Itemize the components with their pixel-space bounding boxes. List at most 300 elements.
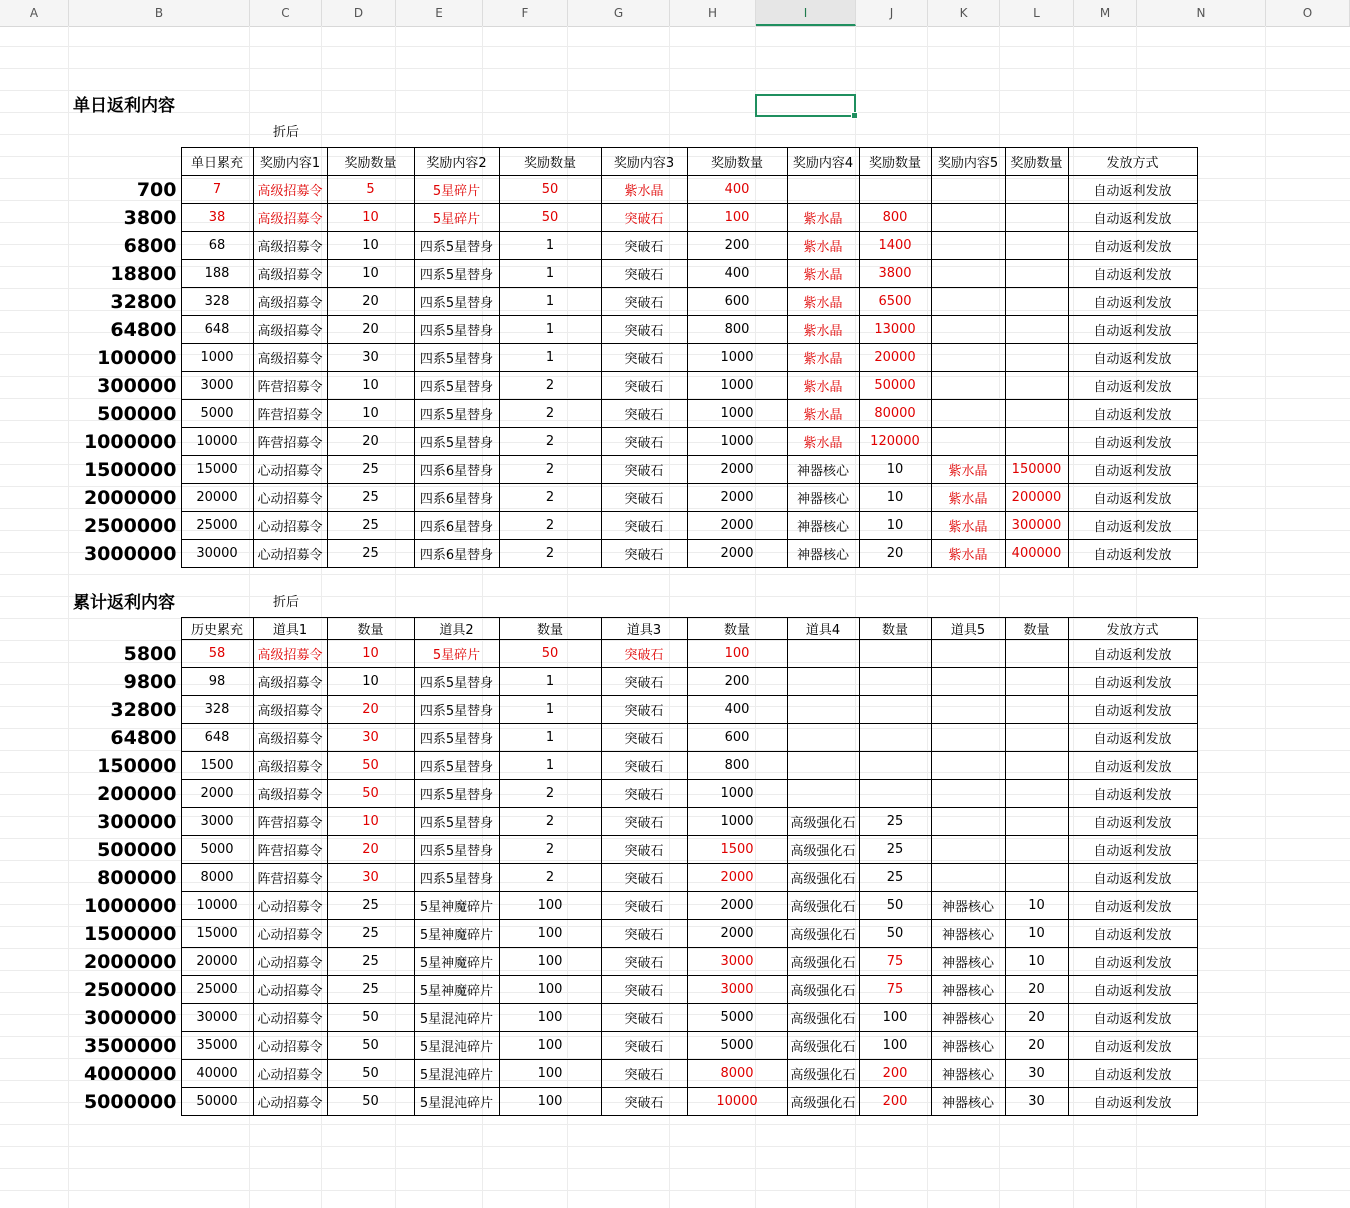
- table-cell[interactable]: [931, 260, 1005, 288]
- table-cell[interactable]: 2000: [687, 540, 787, 568]
- table-cell[interactable]: 高级强化石: [787, 892, 859, 920]
- table-cell[interactable]: 13000: [859, 316, 931, 344]
- table-cell[interactable]: 25: [327, 948, 414, 976]
- table-header-cell[interactable]: 数量: [687, 618, 787, 640]
- table-cell[interactable]: 10: [327, 400, 414, 428]
- table-cell[interactable]: 50: [859, 920, 931, 948]
- table-cell[interactable]: 98: [181, 668, 253, 696]
- table-cell[interactable]: 阵营招募令: [253, 808, 327, 836]
- table-cell[interactable]: 400000: [1005, 540, 1068, 568]
- table-cell[interactable]: 自动返利发放: [1068, 316, 1197, 344]
- table-cell[interactable]: 38: [181, 204, 253, 232]
- table-cell[interactable]: 高级招募令: [253, 204, 327, 232]
- table-cell[interactable]: 四系5星替身: [414, 724, 499, 752]
- table-cell[interactable]: 高级招募令: [253, 344, 327, 372]
- table-cell[interactable]: 50: [499, 176, 601, 204]
- table-cell[interactable]: 58: [181, 640, 253, 668]
- table-cell[interactable]: 四系5星替身: [414, 780, 499, 808]
- table-cell[interactable]: 120000: [859, 428, 931, 456]
- table-cell[interactable]: 紫水晶: [931, 512, 1005, 540]
- table-cell[interactable]: 高级招募令: [253, 176, 327, 204]
- table-cell[interactable]: 四系5星替身: [414, 344, 499, 372]
- row-key-amount[interactable]: 3000000: [83, 542, 177, 565]
- table-cell[interactable]: 1: [499, 344, 601, 372]
- row-key-amount[interactable]: 64800: [110, 726, 177, 749]
- table-cell[interactable]: 10: [859, 456, 931, 484]
- table-cell[interactable]: 30: [1005, 1088, 1068, 1116]
- table-cell[interactable]: 2000: [687, 892, 787, 920]
- table-cell[interactable]: 20: [1005, 1004, 1068, 1032]
- table-cell[interactable]: [931, 316, 1005, 344]
- table-cell[interactable]: 1: [499, 232, 601, 260]
- table-cell[interactable]: 25: [327, 512, 414, 540]
- table-cell[interactable]: 10: [327, 640, 414, 668]
- table-cell[interactable]: 5000: [181, 400, 253, 428]
- table-cell[interactable]: [1005, 864, 1068, 892]
- table-cell[interactable]: [859, 780, 931, 808]
- row-key-amount[interactable]: 9800: [123, 670, 177, 693]
- table-cell[interactable]: 20: [327, 288, 414, 316]
- table-cell[interactable]: 30: [327, 344, 414, 372]
- table-cell[interactable]: 紫水晶: [787, 260, 859, 288]
- table-cell[interactable]: 自动返利发放: [1068, 668, 1197, 696]
- table-cell[interactable]: 10: [327, 668, 414, 696]
- table-cell[interactable]: 600: [687, 288, 787, 316]
- table-cell[interactable]: 自动返利发放: [1068, 864, 1197, 892]
- table-cell[interactable]: 高级强化石: [787, 920, 859, 948]
- table-cell[interactable]: 2: [499, 540, 601, 568]
- table-cell[interactable]: [1005, 752, 1068, 780]
- table-cell[interactable]: [931, 668, 1005, 696]
- table-cell[interactable]: 突破石: [601, 752, 687, 780]
- table-cell[interactable]: [1005, 696, 1068, 724]
- table-cell[interactable]: [1005, 204, 1068, 232]
- table-cell[interactable]: [931, 428, 1005, 456]
- table-cell[interactable]: [931, 864, 1005, 892]
- table-header-cell[interactable]: 数量: [499, 618, 601, 640]
- table-cell[interactable]: 高级强化石: [787, 976, 859, 1004]
- table-cell[interactable]: 自动返利发放: [1068, 344, 1197, 372]
- table-cell[interactable]: 自动返利发放: [1068, 1032, 1197, 1060]
- table-cell[interactable]: 突破石: [601, 484, 687, 512]
- table-cell[interactable]: [1005, 668, 1068, 696]
- table-cell[interactable]: 10: [1005, 920, 1068, 948]
- table-cell[interactable]: 25: [327, 456, 414, 484]
- column-header-e[interactable]: E: [396, 0, 483, 26]
- table-cell[interactable]: 自动返利发放: [1068, 456, 1197, 484]
- table-cell[interactable]: 自动返利发放: [1068, 372, 1197, 400]
- table-cell[interactable]: 紫水晶: [787, 316, 859, 344]
- table-cell[interactable]: 200: [859, 1060, 931, 1088]
- table-header-cell[interactable]: 奖励数量: [859, 148, 931, 176]
- table-cell[interactable]: 100: [499, 1032, 601, 1060]
- table-cell[interactable]: [1005, 780, 1068, 808]
- table-cell[interactable]: 328: [181, 288, 253, 316]
- table-cell[interactable]: 10000: [181, 428, 253, 456]
- table-cell[interactable]: 648: [181, 724, 253, 752]
- table-cell[interactable]: 5星碎片: [414, 176, 499, 204]
- row-key-amount[interactable]: 200000: [97, 782, 177, 805]
- table-cell[interactable]: 心动招募令: [253, 1060, 327, 1088]
- table-cell[interactable]: 68: [181, 232, 253, 260]
- table-cell[interactable]: 1000: [687, 344, 787, 372]
- table-cell[interactable]: 10: [327, 260, 414, 288]
- table-cell[interactable]: [1005, 724, 1068, 752]
- table-cell[interactable]: 25: [859, 864, 931, 892]
- table-cell[interactable]: 神器核心: [931, 1004, 1005, 1032]
- table-cell[interactable]: 自动返利发放: [1068, 484, 1197, 512]
- table-cell[interactable]: [1005, 344, 1068, 372]
- table-cell[interactable]: 200: [859, 1088, 931, 1116]
- column-header-l[interactable]: L: [1000, 0, 1074, 26]
- column-header-c[interactable]: C: [250, 0, 322, 26]
- table-cell[interactable]: 自动返利发放: [1068, 1088, 1197, 1116]
- table-cell[interactable]: 200: [687, 232, 787, 260]
- table-cell[interactable]: 神器核心: [931, 920, 1005, 948]
- table-cell[interactable]: 突破石: [601, 808, 687, 836]
- table-cell[interactable]: 2: [499, 512, 601, 540]
- table-cell[interactable]: 20: [327, 836, 414, 864]
- table-cell[interactable]: 突破石: [601, 428, 687, 456]
- table-cell[interactable]: 5星神魔碎片: [414, 948, 499, 976]
- row-key-amount[interactable]: 300000: [97, 810, 177, 833]
- table-cell[interactable]: 50: [327, 1032, 414, 1060]
- table-cell[interactable]: 四系5星替身: [414, 752, 499, 780]
- table-cell[interactable]: 10: [1005, 892, 1068, 920]
- table-cell[interactable]: 四系5星替身: [414, 316, 499, 344]
- row-key-amount[interactable]: 3800: [123, 206, 177, 229]
- table-cell[interactable]: 自动返利发放: [1068, 204, 1197, 232]
- table-cell[interactable]: 自动返利发放: [1068, 752, 1197, 780]
- table-cell[interactable]: 25: [859, 836, 931, 864]
- table-cell[interactable]: [787, 640, 859, 668]
- table-cell[interactable]: 高级招募令: [253, 640, 327, 668]
- table-cell[interactable]: 1: [499, 724, 601, 752]
- table-cell[interactable]: 2000: [687, 512, 787, 540]
- table-cell[interactable]: 心动招募令: [253, 892, 327, 920]
- table-cell[interactable]: 8000: [181, 864, 253, 892]
- table-cell[interactable]: 自动返利发放: [1068, 232, 1197, 260]
- row-key-amount[interactable]: 150000: [97, 754, 177, 777]
- table-cell[interactable]: 自动返利发放: [1068, 260, 1197, 288]
- table-cell[interactable]: 突破石: [601, 724, 687, 752]
- table-cell[interactable]: 心动招募令: [253, 976, 327, 1004]
- column-header-k[interactable]: K: [928, 0, 1000, 26]
- selected-cell[interactable]: [755, 94, 856, 117]
- table-cell[interactable]: 阵营招募令: [253, 372, 327, 400]
- table-cell[interactable]: 突破石: [601, 864, 687, 892]
- table-cell[interactable]: 2000: [687, 456, 787, 484]
- table-cell[interactable]: 50: [327, 752, 414, 780]
- row-key-amount[interactable]: 1000000: [83, 894, 177, 917]
- table-header-cell[interactable]: 奖励数量: [1005, 148, 1068, 176]
- table-cell[interactable]: 20: [327, 428, 414, 456]
- table-cell[interactable]: 高级招募令: [253, 232, 327, 260]
- table-header-cell[interactable]: 道具1: [253, 618, 327, 640]
- table-cell[interactable]: 1500: [181, 752, 253, 780]
- table-cell[interactable]: 阵营招募令: [253, 400, 327, 428]
- table-header-cell[interactable]: 单日累充: [181, 148, 253, 176]
- table-cell[interactable]: 648: [181, 316, 253, 344]
- table-cell[interactable]: 100: [499, 948, 601, 976]
- table-cell[interactable]: 突破石: [601, 344, 687, 372]
- table-cell[interactable]: 突破石: [601, 456, 687, 484]
- table-cell[interactable]: 15000: [181, 920, 253, 948]
- table-cell[interactable]: 突破石: [601, 976, 687, 1004]
- table-cell[interactable]: 50: [327, 1088, 414, 1116]
- table-cell[interactable]: 四系6星替身: [414, 540, 499, 568]
- table-cell[interactable]: 紫水晶: [931, 484, 1005, 512]
- table-cell[interactable]: 25000: [181, 512, 253, 540]
- row-key-amount[interactable]: 4000000: [83, 1062, 177, 1085]
- table-cell[interactable]: 高级招募令: [253, 752, 327, 780]
- table-cell[interactable]: 20: [327, 316, 414, 344]
- table-cell[interactable]: 25: [859, 808, 931, 836]
- table-cell[interactable]: 25000: [181, 976, 253, 1004]
- table-cell[interactable]: 紫水晶: [787, 372, 859, 400]
- column-header-h[interactable]: H: [670, 0, 756, 26]
- table-header-cell[interactable]: 奖励内容1: [253, 148, 327, 176]
- table-cell[interactable]: 紫水晶: [787, 344, 859, 372]
- table-cell[interactable]: 5星混沌碎片: [414, 1088, 499, 1116]
- table-cell[interactable]: [1005, 260, 1068, 288]
- table-cell[interactable]: 5星神魔碎片: [414, 976, 499, 1004]
- table-cell[interactable]: 自动返利发放: [1068, 836, 1197, 864]
- table-cell[interactable]: [787, 668, 859, 696]
- table-cell[interactable]: 1000: [687, 372, 787, 400]
- table-cell[interactable]: 1500: [687, 836, 787, 864]
- row-key-amount[interactable]: 6800: [123, 234, 177, 257]
- table-cell[interactable]: 四系5星替身: [414, 808, 499, 836]
- row-key-amount[interactable]: 3500000: [83, 1034, 177, 1057]
- table-cell[interactable]: 25: [327, 484, 414, 512]
- table-cell[interactable]: 自动返利发放: [1068, 512, 1197, 540]
- table-cell[interactable]: 20000: [181, 484, 253, 512]
- table-cell[interactable]: 1000: [687, 808, 787, 836]
- table-header-cell[interactable]: 发放方式: [1068, 148, 1197, 176]
- table-cell[interactable]: 100: [499, 976, 601, 1004]
- sheet-grid[interactable]: [0, 26, 1350, 1208]
- table-cell[interactable]: 5000: [687, 1032, 787, 1060]
- table-cell[interactable]: 100: [687, 204, 787, 232]
- table-cell[interactable]: [931, 176, 1005, 204]
- table-cell[interactable]: 3000: [687, 976, 787, 1004]
- table-cell[interactable]: 80000: [859, 400, 931, 428]
- table-cell[interactable]: 紫水晶: [787, 400, 859, 428]
- table-cell[interactable]: 四系5星替身: [414, 288, 499, 316]
- table-cell[interactable]: 高级招募令: [253, 724, 327, 752]
- table-cell[interactable]: 2: [499, 400, 601, 428]
- table-cell[interactable]: 1: [499, 668, 601, 696]
- table-cell[interactable]: 6500: [859, 288, 931, 316]
- table-cell[interactable]: [1005, 640, 1068, 668]
- table-cell[interactable]: 15000: [181, 456, 253, 484]
- table-cell[interactable]: 20: [1005, 1032, 1068, 1060]
- table-cell[interactable]: 自动返利发放: [1068, 976, 1197, 1004]
- table-cell[interactable]: 200: [687, 668, 787, 696]
- table-cell[interactable]: 2000: [687, 484, 787, 512]
- row-key-amount[interactable]: 800000: [97, 866, 177, 889]
- table-cell[interactable]: 紫水晶: [601, 176, 687, 204]
- table-cell[interactable]: 20000: [859, 344, 931, 372]
- table-cell[interactable]: 25: [327, 540, 414, 568]
- table-cell[interactable]: 高级强化石: [787, 1032, 859, 1060]
- table-cell[interactable]: 30: [327, 864, 414, 892]
- table-cell[interactable]: 高级招募令: [253, 260, 327, 288]
- table-cell[interactable]: 100: [859, 1004, 931, 1032]
- table-cell[interactable]: 心动招募令: [253, 1004, 327, 1032]
- table-cell[interactable]: 1: [499, 696, 601, 724]
- column-header-g[interactable]: G: [568, 0, 670, 26]
- table-cell[interactable]: 高级招募令: [253, 780, 327, 808]
- table-cell[interactable]: [787, 176, 859, 204]
- table-cell[interactable]: 高级招募令: [253, 668, 327, 696]
- table-cell[interactable]: 800: [687, 316, 787, 344]
- table-cell[interactable]: 阵营招募令: [253, 428, 327, 456]
- table-cell[interactable]: [931, 808, 1005, 836]
- table-cell[interactable]: 10: [327, 204, 414, 232]
- table-cell[interactable]: 突破石: [601, 892, 687, 920]
- table-cell[interactable]: 3000: [687, 948, 787, 976]
- table-cell[interactable]: 800: [687, 752, 787, 780]
- table-cell[interactable]: 100: [687, 640, 787, 668]
- table-cell[interactable]: 心动招募令: [253, 484, 327, 512]
- table-cell[interactable]: 5星神魔碎片: [414, 920, 499, 948]
- table-cell[interactable]: 1000: [687, 780, 787, 808]
- table-cell[interactable]: 5000: [181, 836, 253, 864]
- table-cell[interactable]: [787, 696, 859, 724]
- table-cell[interactable]: 400: [687, 696, 787, 724]
- table-cell[interactable]: [931, 724, 1005, 752]
- table-cell[interactable]: 突破石: [601, 1088, 687, 1116]
- table-header-cell[interactable]: 道具4: [787, 618, 859, 640]
- table-cell[interactable]: 突破石: [601, 696, 687, 724]
- table-cell[interactable]: 心动招募令: [253, 512, 327, 540]
- table-cell[interactable]: 四系5星替身: [414, 400, 499, 428]
- table-header-cell[interactable]: 数量: [327, 618, 414, 640]
- table-cell[interactable]: [931, 204, 1005, 232]
- table-cell[interactable]: 10: [327, 372, 414, 400]
- table-cell[interactable]: 四系5星替身: [414, 232, 499, 260]
- row-key-amount[interactable]: 5000000: [83, 1090, 177, 1113]
- table-cell[interactable]: 紫水晶: [787, 232, 859, 260]
- table-cell[interactable]: 神器核心: [787, 540, 859, 568]
- table-cell[interactable]: 突破石: [601, 948, 687, 976]
- table-cell[interactable]: 2: [499, 428, 601, 456]
- table-cell[interactable]: 1: [499, 260, 601, 288]
- table-cell[interactable]: 突破石: [601, 1032, 687, 1060]
- table-cell[interactable]: 突破石: [601, 400, 687, 428]
- table-cell[interactable]: 四系5星替身: [414, 260, 499, 288]
- table-cell[interactable]: 5000: [687, 1004, 787, 1032]
- table-cell[interactable]: 20: [859, 540, 931, 568]
- table-cell[interactable]: 30000: [181, 540, 253, 568]
- table-cell[interactable]: 1: [499, 752, 601, 780]
- table-cell[interactable]: 自动返利发放: [1068, 780, 1197, 808]
- table-cell[interactable]: 30: [327, 724, 414, 752]
- table-cell[interactable]: 高级强化石: [787, 808, 859, 836]
- table-cell[interactable]: [1005, 400, 1068, 428]
- table-cell[interactable]: 自动返利发放: [1068, 640, 1197, 668]
- table-cell[interactable]: 突破石: [601, 1004, 687, 1032]
- table-cell[interactable]: 突破石: [601, 1060, 687, 1088]
- table-header-cell[interactable]: 道具5: [931, 618, 1005, 640]
- table-header-cell[interactable]: 道具3: [601, 618, 687, 640]
- row-key-amount[interactable]: 2500000: [83, 514, 177, 537]
- table-cell[interactable]: 200000: [1005, 484, 1068, 512]
- table-cell[interactable]: 30: [1005, 1060, 1068, 1088]
- table-cell[interactable]: 5星混沌碎片: [414, 1004, 499, 1032]
- column-header-b[interactable]: B: [69, 0, 250, 26]
- table-cell[interactable]: 紫水晶: [787, 204, 859, 232]
- row-key-amount[interactable]: 1500000: [83, 458, 177, 481]
- table-cell[interactable]: [931, 696, 1005, 724]
- table-cell[interactable]: [1005, 316, 1068, 344]
- table-cell[interactable]: 2: [499, 372, 601, 400]
- table-cell[interactable]: 100: [859, 1032, 931, 1060]
- table-cell[interactable]: 1000: [687, 428, 787, 456]
- table-cell[interactable]: 100: [499, 1060, 601, 1088]
- table-cell[interactable]: 心动招募令: [253, 1032, 327, 1060]
- table-cell[interactable]: 2: [499, 484, 601, 512]
- table-cell[interactable]: 突破石: [601, 780, 687, 808]
- table-cell[interactable]: 10000: [687, 1088, 787, 1116]
- table-cell[interactable]: 100: [499, 920, 601, 948]
- table-cell[interactable]: 自动返利发放: [1068, 1004, 1197, 1032]
- table-cell[interactable]: 2000: [687, 920, 787, 948]
- table-cell[interactable]: [859, 640, 931, 668]
- table-cell[interactable]: 自动返利发放: [1068, 428, 1197, 456]
- column-header-a[interactable]: A: [0, 0, 69, 26]
- table-cell[interactable]: 突破石: [601, 512, 687, 540]
- table-cell[interactable]: [1005, 176, 1068, 204]
- column-header-f[interactable]: F: [483, 0, 568, 26]
- column-header-i[interactable]: I: [756, 0, 856, 26]
- table-cell[interactable]: 四系5星替身: [414, 428, 499, 456]
- table-header-cell[interactable]: 发放方式: [1068, 618, 1197, 640]
- table-cell[interactable]: [1005, 836, 1068, 864]
- table-cell[interactable]: [931, 752, 1005, 780]
- column-header-o[interactable]: O: [1266, 0, 1350, 26]
- table-cell[interactable]: 10: [859, 512, 931, 540]
- table-cell[interactable]: [1005, 372, 1068, 400]
- table-cell[interactable]: 高级强化石: [787, 1004, 859, 1032]
- table-cell[interactable]: 阵营招募令: [253, 864, 327, 892]
- table-cell[interactable]: 自动返利发放: [1068, 288, 1197, 316]
- table-cell[interactable]: [1005, 808, 1068, 836]
- table-cell[interactable]: [931, 400, 1005, 428]
- table-cell[interactable]: 自动返利发放: [1068, 920, 1197, 948]
- table-cell[interactable]: 四系5星替身: [414, 696, 499, 724]
- table-cell[interactable]: 2: [499, 808, 601, 836]
- table-cell[interactable]: 1400: [859, 232, 931, 260]
- column-header-d[interactable]: D: [322, 0, 396, 26]
- table-cell[interactable]: 四系5星替身: [414, 372, 499, 400]
- table-cell[interactable]: [1005, 232, 1068, 260]
- table-cell[interactable]: 40000: [181, 1060, 253, 1088]
- table-cell[interactable]: 突破石: [601, 640, 687, 668]
- table-cell[interactable]: 20000: [181, 948, 253, 976]
- table-cell[interactable]: 紫水晶: [787, 428, 859, 456]
- table-cell[interactable]: 高级强化石: [787, 836, 859, 864]
- table-cell[interactable]: 30000: [181, 1004, 253, 1032]
- table-cell[interactable]: 5星碎片: [414, 204, 499, 232]
- table-cell[interactable]: 1000: [181, 344, 253, 372]
- column-header-j[interactable]: J: [856, 0, 928, 26]
- table-cell[interactable]: 300000: [1005, 512, 1068, 540]
- table-cell[interactable]: 50: [859, 892, 931, 920]
- table-cell[interactable]: 突破石: [601, 920, 687, 948]
